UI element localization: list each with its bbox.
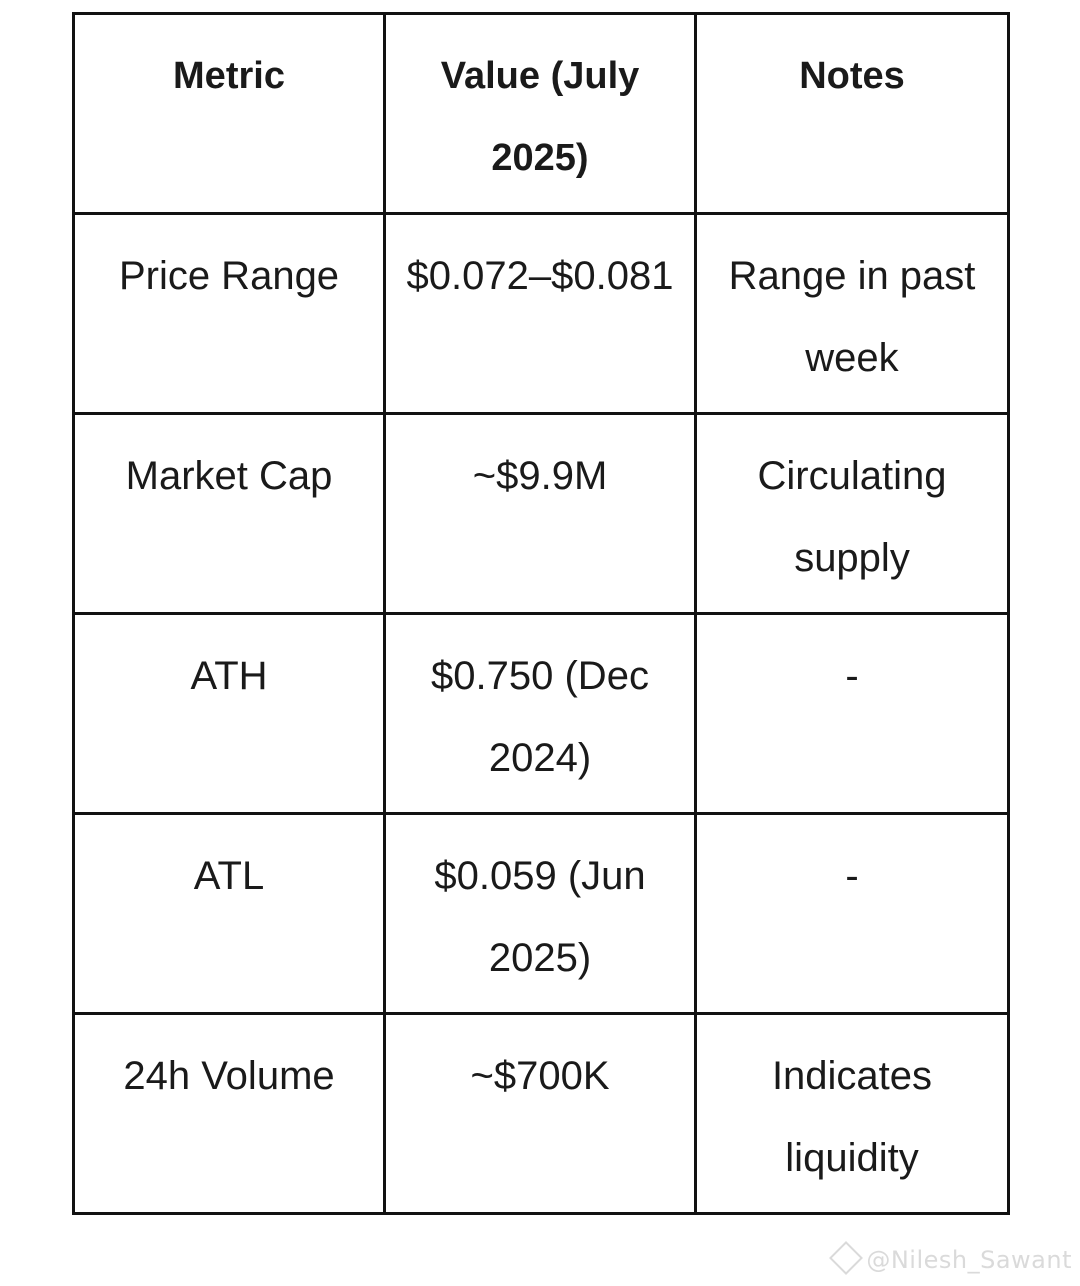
metrics-table xyxy=(72,12,1010,1215)
cell-metric: ATL xyxy=(74,814,385,1014)
header-notes: Notes xyxy=(696,14,1009,214)
table-row xyxy=(74,214,1009,414)
cell-value: $0.072–$0.081 xyxy=(385,214,696,414)
cell-notes: - xyxy=(696,814,1009,1014)
watermark xyxy=(834,1246,1072,1274)
table-row xyxy=(74,1014,1009,1214)
table-row xyxy=(74,814,1009,1014)
cell-value: $0.059 (Jun 2025) xyxy=(385,814,696,1014)
header-metric: Metric xyxy=(74,14,385,214)
table-row xyxy=(74,614,1009,814)
header-value: Value (July 2025) xyxy=(385,14,696,214)
cell-value: ~$9.9M xyxy=(385,414,696,614)
cell-notes: Range in past week xyxy=(696,214,1009,414)
metrics-table-container xyxy=(72,12,1007,1215)
cell-metric: Market Cap xyxy=(74,414,385,614)
watermark-text: @Nilesh_Sawant xyxy=(866,1246,1072,1274)
table-header-row xyxy=(74,14,1009,214)
cell-value: $0.750 (Dec 2024) xyxy=(385,614,696,814)
cell-notes: Circulating supply xyxy=(696,414,1009,614)
cell-metric: ATH xyxy=(74,614,385,814)
cell-notes: - xyxy=(696,614,1009,814)
cell-value: ~$700K xyxy=(385,1014,696,1214)
table-row xyxy=(74,414,1009,614)
exchange-logo-icon xyxy=(829,1241,863,1275)
cell-metric: Price Range xyxy=(74,214,385,414)
cell-notes: Indicates liquidity xyxy=(696,1014,1009,1214)
cell-metric: 24h Volume xyxy=(74,1014,385,1214)
